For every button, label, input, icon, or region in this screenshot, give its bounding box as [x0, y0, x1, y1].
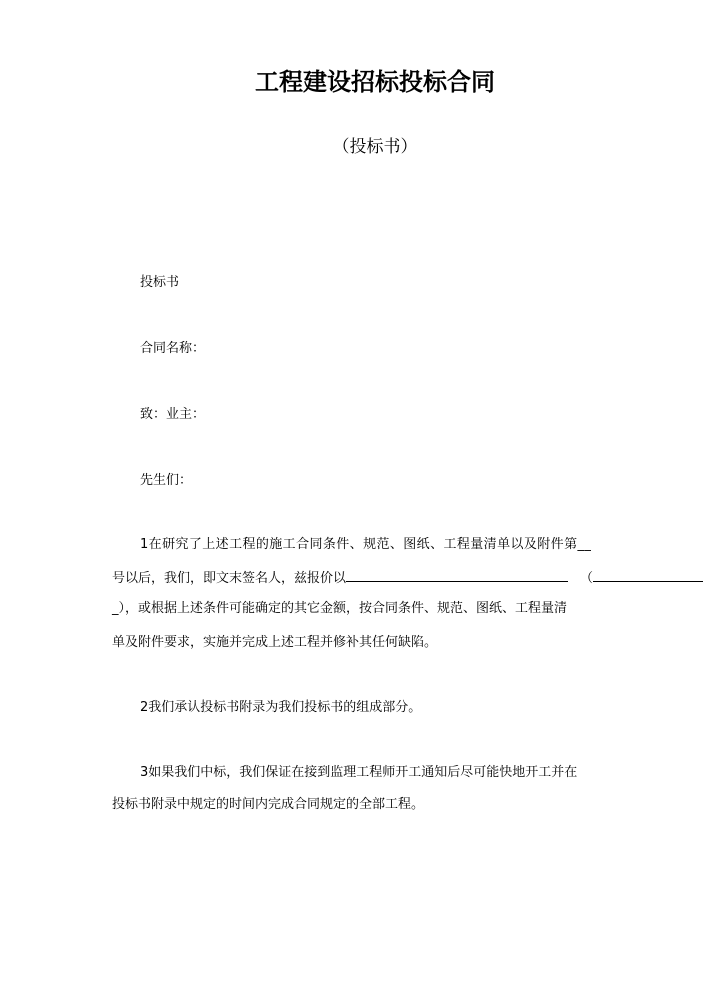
para2: 2我们承认投标书附录为我们投标书的组成部分。 [140, 700, 422, 715]
tender-heading: 投标书 [140, 275, 180, 290]
para1-line1: 1在研究了上述工程的施工合同条件、规范、图纸、工程量清单以及附件第__ [140, 537, 592, 552]
price-blank [346, 569, 568, 582]
document-subtitle: （投标书） [332, 137, 418, 157]
para3-line1: 3如果我们中标，我们保证在接到监理工程师开工通知后尽可能快地开工并在 [140, 765, 578, 780]
document-title: 工程建设招标投标合同 [255, 68, 495, 96]
para1-line4: 单及附件要求，实施并完成上述工程并修补其任何缺陷。 [112, 635, 438, 650]
para3-line2: 投标书附录中规定的时间内完成合同规定的全部工程。 [112, 797, 425, 812]
para1-line3-start: _） [112, 601, 126, 616]
para1-line3-rest: ，或根据上述条件可能确定的其它金额，按合同条件、规范、图纸、工程量清 [125, 601, 568, 616]
para1-line3 [112, 601, 567, 617]
to-owner-label: 致：业主： [140, 407, 206, 422]
salutation: 先生们： [140, 473, 193, 488]
contract-name-label: 合同名称： [140, 341, 206, 356]
price-words-blank [593, 569, 703, 582]
para1-line2-text: 号以后，我们，即文末签名人，兹报价以 [112, 571, 347, 586]
para1-line2 [112, 569, 703, 587]
paren-open: （ [580, 571, 594, 586]
